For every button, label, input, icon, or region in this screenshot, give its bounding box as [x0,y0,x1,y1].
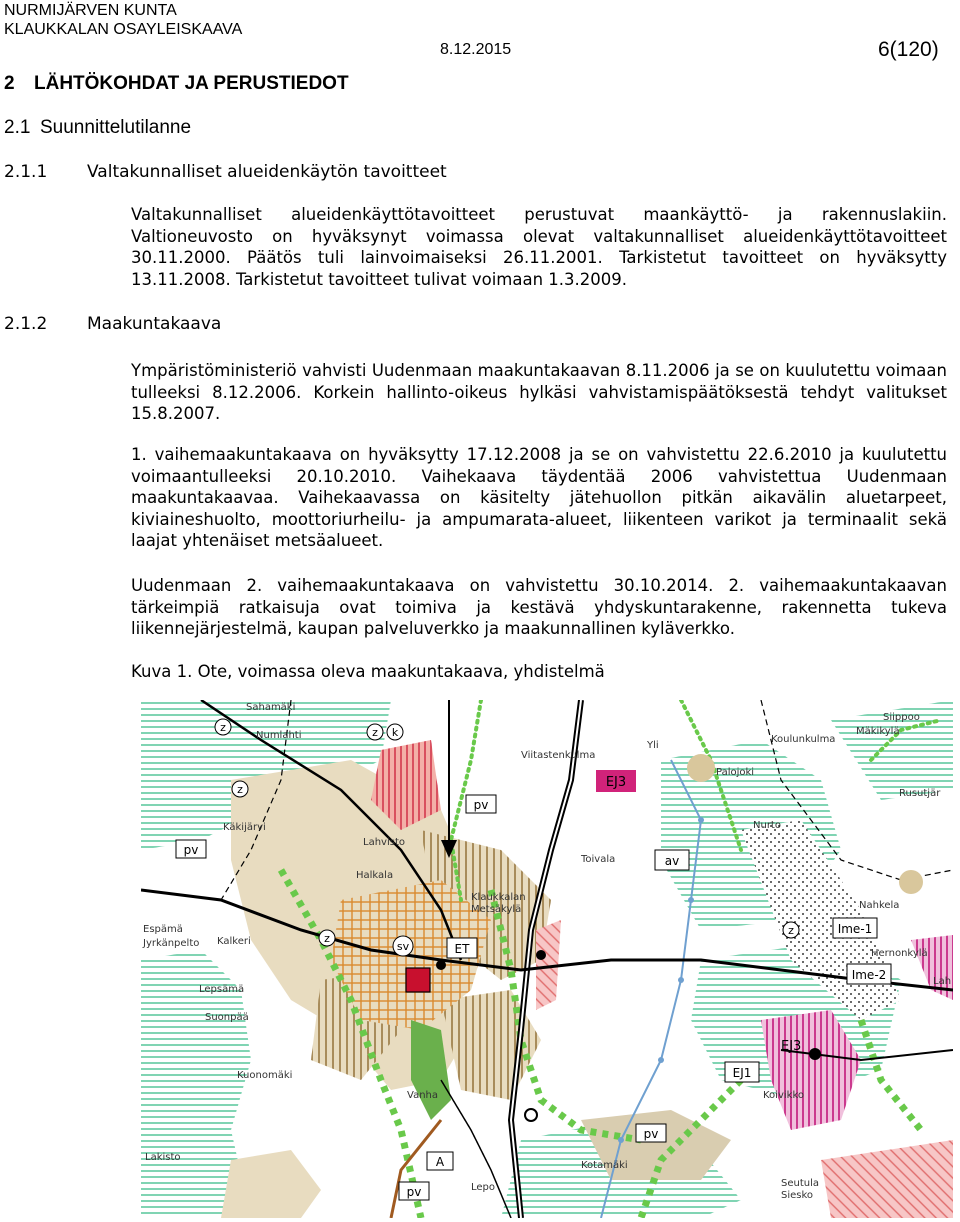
svg-text:z: z [372,726,378,739]
svg-text:Viitastenkulma: Viitastenkulma [521,750,596,761]
org-name: NURMIJÄRVEN KUNTA [4,2,177,19]
symbol-pv-south [636,1124,666,1142]
svg-text:sv: sv [396,940,410,953]
svg-text:Vanha: Vanha [407,1090,438,1101]
symbol-z-4 [319,930,335,946]
symbol-ej3-east [781,1039,801,1054]
paragraph-regional-plan: Ympäristöministeriö vahvisti Uudenmaan maakuntakaavan 8.11.2006 ja se on kuulutettu voimaan tulleeksi 8.12.2006. Korkein hallinto-oikeus hylkäsi vahvistamispäätöksestä tehdyt valitukset 15.8.2007. [131,361,947,423]
page-number: 6(120) [878,38,939,61]
svg-text:Numlahti: Numlahti [256,730,302,741]
svg-text:k: k [391,726,399,739]
svg-text:Kalkeri: Kalkeri [217,936,251,947]
svg-text:Espämä: Espämä [143,924,183,935]
svg-text:Seutula: Seutula [781,1178,820,1189]
svg-text:Rusutjär: Rusutjär [899,788,941,799]
svg-text:z: z [324,932,330,945]
svg-text:Metsäkylä: Metsäkylä [471,904,522,915]
svg-text:Mäkikylä: Mäkikylä [856,726,900,737]
symbol-k [387,724,403,740]
svg-text:pv: pv [183,843,199,857]
svg-text:A: A [435,1155,445,1169]
svg-text:EJ1: EJ1 [732,1066,752,1080]
subsub2-title: Maakuntakaava [87,314,222,334]
subsection-title: Suunnittelutilanne [40,117,192,138]
symbol-ime2 [847,964,891,984]
paragraph-phase2-plan: Uudenmaan 2. vaihemaakuntakaava on vahvistettu 30.10.2014. 2. vaihemaakuntakaavan tärkeimpiä ratkaisuja ovat toimiva ja kestävä yhdyskuntarakenne, rakennetta tukeva liikennejärjestelmä, kaupan palveluverkko ja maakunnallinen kyläverkko. [131,576,947,638]
svg-text:ET: ET [454,942,470,956]
subsection-number: 2.1 [4,117,31,138]
svg-text:Lepsämä: Lepsämä [199,984,245,995]
symbol-ime1 [833,918,877,938]
svg-text:Lah: Lah [933,976,952,987]
regional-plan-map [141,700,953,1218]
symbol-z-5 [783,922,799,938]
svg-text:Yli: Yli [647,740,659,751]
symbol-a [427,1152,453,1170]
paragraph-national-goals: Valtakunnalliset alueidenkäyttötavoitteet perustuvat maankäyttö- ja rakennuslakiin. Valtioneuvosto on hyväksynyt voimassa olevat valtakunnalliset alueidenkäyttötavoitteet 30.11.2000. Päätös tuli lainvoimaiseksi 26.11.2001. Tarkistetut tavoitteet on hyväksytty 13.11.2008. Tarkistetut tavoitteet tulivat voimaan 1.3.2009. [131,205,947,289]
svg-text:z: z [788,924,794,937]
svg-text:Nurto: Nurto [753,820,781,831]
document-date: 8.12.2015 [440,41,512,58]
svg-text:pv: pv [643,1127,659,1141]
symbol-sv [393,936,413,956]
svg-text:pv: pv [406,1185,422,1199]
svg-text:Kuonomäki: Kuonomäki [237,1070,293,1081]
document-name: KLAUKKALAN OSAYLEISKAAVA [4,21,243,38]
svg-text:Sahamäki: Sahamäki [246,702,296,713]
svg-text:Hernonkylä: Hernonkylä [871,948,928,959]
figure-caption: Kuva 1. Ote, voimassa oleva maakuntakaava, yhdistelmä [131,662,605,681]
beige-node-north [687,754,715,782]
symbol-av [655,850,689,870]
svg-text:Siippoo: Siippoo [883,712,920,723]
svg-text:z: z [220,721,226,734]
svg-text:Toivala: Toivala [581,854,616,865]
svg-text:EJ3: EJ3 [605,775,627,790]
svg-text:Palojoki: Palojoki [716,767,755,778]
symbol-pv-sw [399,1182,429,1200]
section-number: 2 [4,73,15,94]
subsub1-title: Valtakunnalliset alueidenkäytön tavoitteet [87,162,447,182]
svg-text:Halkala: Halkala [356,870,394,881]
svg-text:Siesko: Siesko [781,1190,814,1201]
section-title: LÄHTÖKOHDAT JA PERUSTIEDOT [34,73,349,94]
svg-text:Nahkela: Nahkela [859,900,900,911]
svg-text:Jyrkänpelto: Jyrkänpelto [143,938,200,949]
subsub1-number: 2.1.1 [4,162,48,182]
symbol-ej1 [725,1062,759,1082]
svg-text:Klaukkalan: Klaukkalan [471,892,526,903]
symbol-et [447,938,477,958]
beige-node-east [899,870,923,894]
svg-text:Ime-2: Ime-2 [851,968,887,982]
svg-text:Ime-1: Ime-1 [837,922,873,936]
subsub2-number: 2.1.2 [4,314,48,334]
svg-text:Käkijärvi: Käkijärvi [223,822,266,833]
center-marker [406,968,430,992]
svg-text:pv: pv [473,798,489,812]
symbol-z-3 [367,724,383,740]
symbol-pv-north [466,795,496,813]
svg-text:Lahvisto: Lahvisto [363,837,405,848]
symbol-ej3-north [596,770,636,792]
symbol-z-2 [232,781,248,797]
symbol-pv-west [176,840,206,858]
svg-text:Suonpää: Suonpää [205,1012,249,1023]
svg-text:Lakisto: Lakisto [145,1152,181,1163]
svg-text:Koivikko: Koivikko [763,1090,804,1101]
svg-text:z: z [237,783,243,796]
svg-text:av: av [664,854,680,868]
svg-text:Lepo: Lepo [471,1182,496,1193]
svg-text:EJ3: EJ3 [781,1039,802,1054]
svg-text:Koulunkulma: Koulunkulma [771,734,836,745]
paragraph-phase1-plan: 1. vaihemaakuntakaava on hyväksytty 17.12.2008 ja se on vahvistettu 22.6.2010 ja kuulutettu voimaantulleeksi 20.10.2010. Vaihekaava täydentää 2006 vahvistettua Uudenmaan maakuntakaavaa. Vaihekaavassa on käsitelty jätehuollon pitkän aikavälin aluetarpeet, kiviaineshuolto, moottoriurheilu- ja ampumarata-alueet, liikenteen varikot ja terminaalit sekä laajat yhtenäiset metsäalueet. [131,445,947,550]
symbol-z-1 [215,719,231,735]
svg-text:Kotamäki: Kotamäki [581,1160,628,1171]
